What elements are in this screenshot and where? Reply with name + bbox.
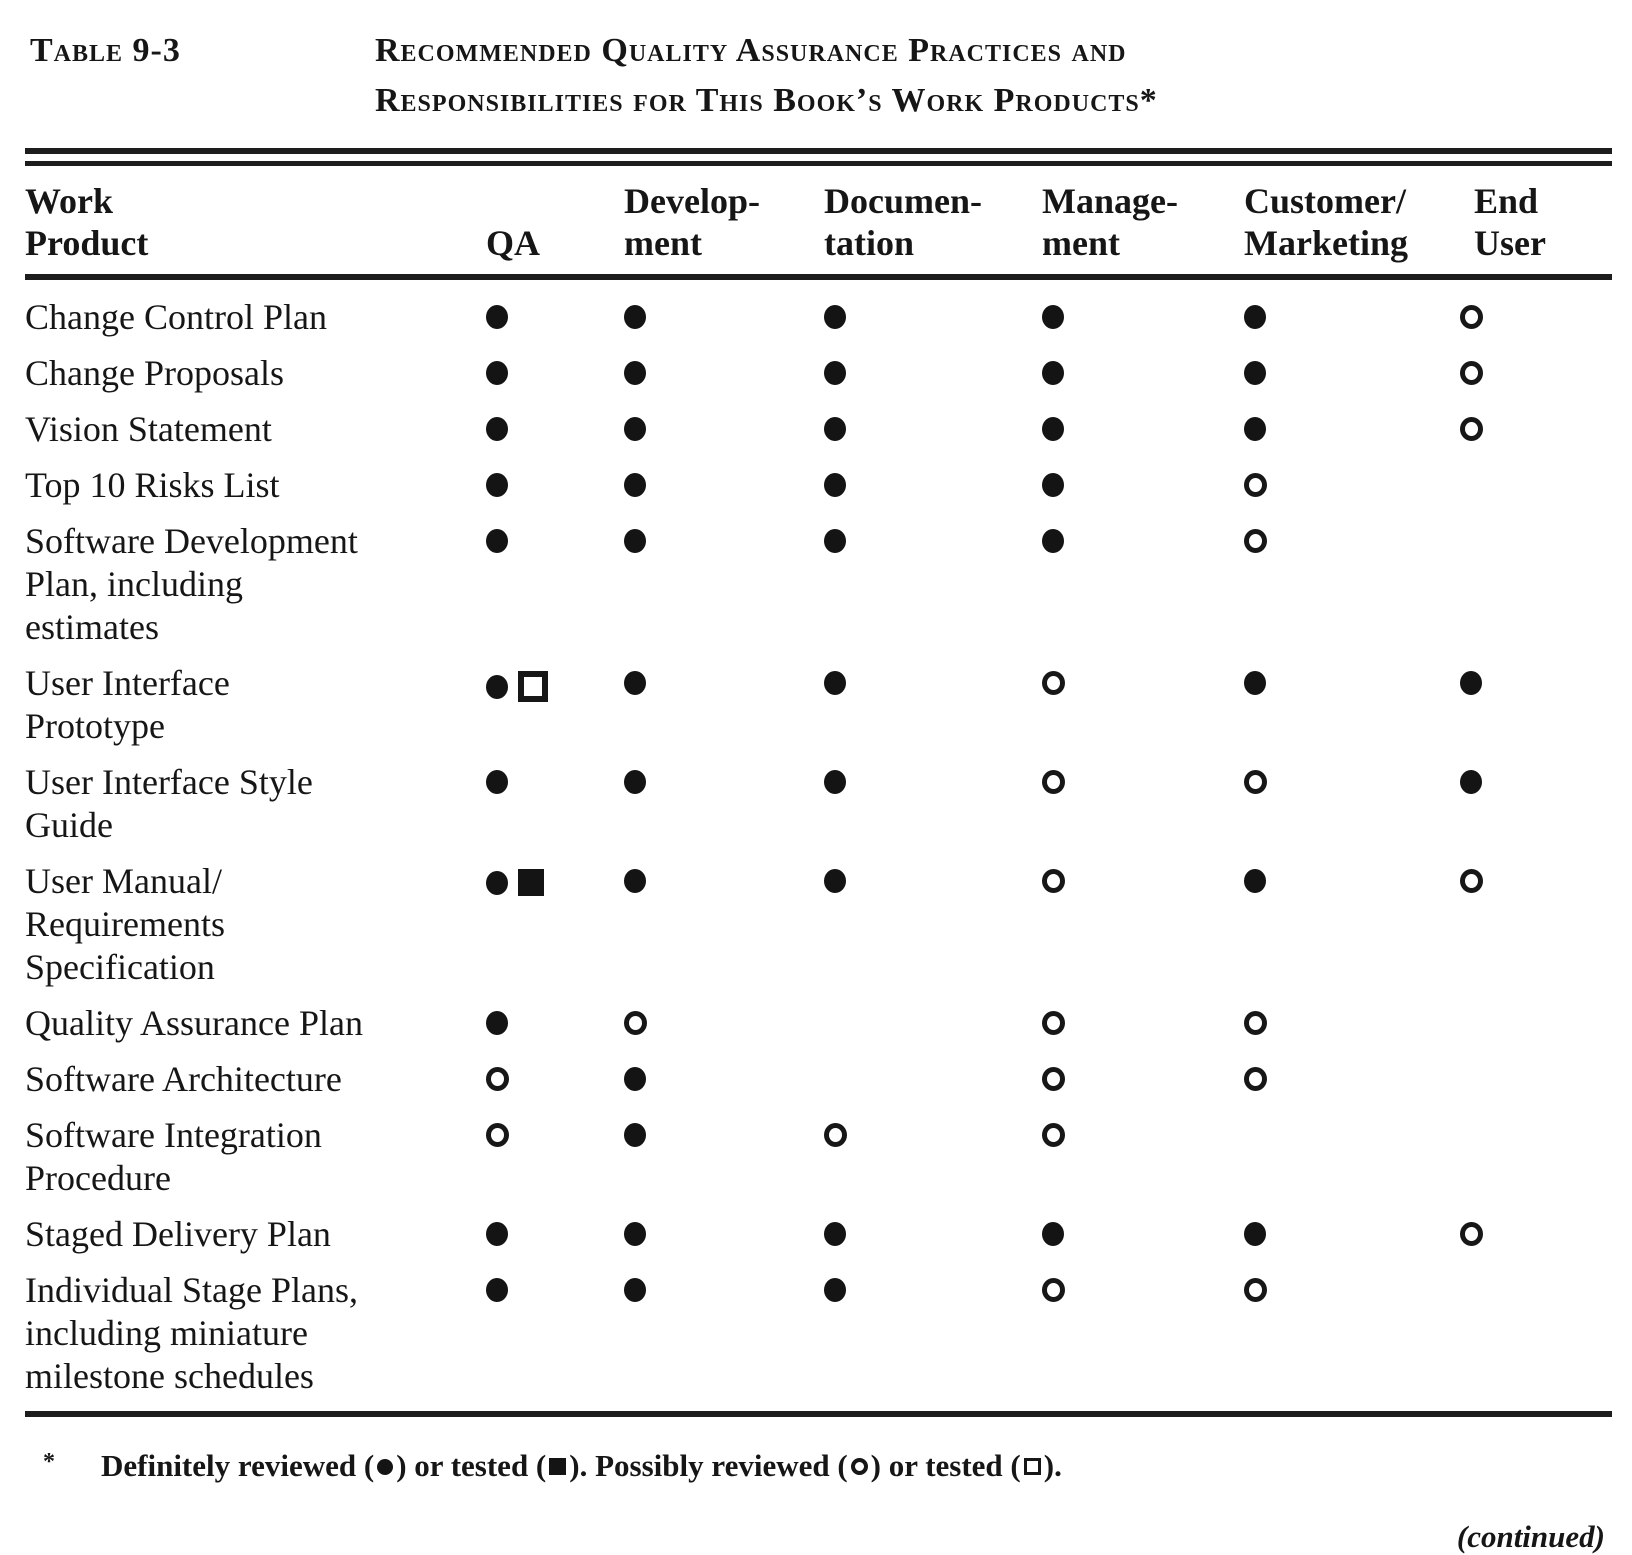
table-title-line2: Responsibilities for This Book’s Work Products* bbox=[375, 82, 1158, 119]
work-product-name: Software Development Plan, including estimates bbox=[25, 521, 358, 647]
filled-circle-icon bbox=[486, 770, 508, 794]
open-circle-icon bbox=[1042, 1011, 1065, 1035]
cell-documentation bbox=[818, 1114, 1040, 1200]
filled-circle-icon bbox=[1244, 361, 1266, 385]
column-header-management: Manage- ment bbox=[1042, 181, 1178, 263]
filled-circle-icon bbox=[1244, 417, 1266, 441]
cell-end_user bbox=[1460, 1058, 1617, 1101]
open-circle-icon bbox=[1460, 1222, 1483, 1246]
open-circle-icon bbox=[1042, 770, 1065, 794]
filled-circle-icon bbox=[624, 361, 646, 385]
open-circle-icon bbox=[1460, 305, 1483, 329]
filled-circle-icon bbox=[824, 1222, 846, 1246]
filled-circle-icon bbox=[624, 1278, 646, 1302]
open-circle-icon bbox=[1244, 770, 1267, 794]
cell-customer_marketing bbox=[1242, 860, 1460, 989]
work-product-name: Software Integration Procedure bbox=[25, 1115, 322, 1198]
cell-documentation bbox=[818, 1269, 1040, 1398]
work-product-name: Vision Statement bbox=[25, 409, 272, 449]
cell-management bbox=[1040, 1114, 1242, 1200]
cell-development bbox=[618, 662, 818, 748]
continued-note: (continued) bbox=[1456, 1519, 1605, 1554]
cell-end_user bbox=[1460, 1213, 1617, 1256]
filled-circle-icon bbox=[624, 529, 646, 553]
cell-qa bbox=[462, 1213, 618, 1256]
cell-documentation bbox=[818, 662, 1040, 748]
footnote-asterisk: * bbox=[43, 1449, 55, 1475]
cell-customer_marketing bbox=[1242, 1269, 1460, 1398]
filled-circle-icon bbox=[624, 473, 646, 497]
work-product-name: User Interface Style Guide bbox=[25, 762, 313, 845]
table-footnote bbox=[25, 1445, 1617, 1487]
cell-customer_marketing bbox=[1242, 1114, 1460, 1200]
cell-customer_marketing bbox=[1242, 408, 1460, 451]
cell-customer_marketing bbox=[1242, 662, 1460, 748]
filled-circle-icon bbox=[824, 473, 846, 497]
cell-development bbox=[618, 1058, 818, 1101]
filled-circle-icon bbox=[377, 1459, 393, 1475]
table-row bbox=[25, 352, 1617, 395]
open-circle-icon bbox=[1244, 1278, 1267, 1302]
cell-management bbox=[1040, 761, 1242, 847]
filled-circle-icon bbox=[486, 675, 508, 699]
filled-circle-icon bbox=[1244, 305, 1266, 329]
filled-circle-icon bbox=[486, 361, 508, 385]
table-title-line1: Recommended Quality Assurance Practices and bbox=[375, 32, 1127, 69]
cell-documentation bbox=[818, 520, 1040, 649]
cell-management bbox=[1040, 662, 1242, 748]
table-number-label: Table 9-3 bbox=[30, 32, 181, 69]
cell-customer_marketing bbox=[1242, 1002, 1460, 1045]
open-circle-icon bbox=[1244, 473, 1267, 497]
open-circle-icon bbox=[486, 1067, 509, 1091]
footnote-text: Definitely reviewed ( ) or tested ( ). Possibly reviewed ( ) or tested ( ). bbox=[101, 1448, 1062, 1483]
cell-development bbox=[618, 761, 818, 847]
cell-end_user bbox=[1460, 1269, 1617, 1398]
table-bottom-rule bbox=[25, 1411, 1612, 1417]
filled-circle-icon bbox=[1460, 770, 1482, 794]
cell-end_user bbox=[1460, 662, 1617, 748]
work-product-name: User Manual/ Requirements Specification bbox=[25, 861, 225, 987]
cell-development bbox=[618, 860, 818, 989]
column-header-qa: QA bbox=[486, 223, 540, 263]
work-product-name: Individual Stage Plans, including miniature milestone schedules bbox=[25, 1270, 358, 1396]
table-row bbox=[25, 860, 1617, 989]
cell-development bbox=[618, 1002, 818, 1045]
column-header-customer_marketing: Customer/ Marketing bbox=[1244, 181, 1408, 263]
filled-circle-icon bbox=[624, 1123, 646, 1147]
cell-management bbox=[1040, 1058, 1242, 1101]
cell-end_user bbox=[1460, 1114, 1617, 1200]
table-row bbox=[25, 1058, 1617, 1101]
cell-customer_marketing bbox=[1242, 1213, 1460, 1256]
table-row bbox=[25, 464, 1617, 507]
cell-development bbox=[618, 408, 818, 451]
cell-documentation bbox=[818, 352, 1040, 395]
cell-development bbox=[618, 464, 818, 507]
cell-qa bbox=[462, 761, 618, 847]
cell-qa bbox=[462, 662, 618, 748]
filled-circle-icon bbox=[624, 869, 646, 893]
filled-circle-icon bbox=[824, 770, 846, 794]
cell-end_user bbox=[1460, 761, 1617, 847]
cell-end_user bbox=[1460, 1002, 1617, 1045]
table-header-row bbox=[25, 166, 1617, 274]
cell-end_user bbox=[1460, 520, 1617, 649]
open-circle-icon bbox=[1460, 417, 1483, 441]
cell-customer_marketing bbox=[1242, 761, 1460, 847]
cell-development bbox=[618, 1213, 818, 1256]
cell-qa bbox=[462, 464, 618, 507]
open-circle-icon bbox=[1042, 671, 1065, 695]
cell-documentation bbox=[818, 1058, 1040, 1101]
filled-circle-icon bbox=[824, 361, 846, 385]
cell-documentation bbox=[818, 408, 1040, 451]
cell-management bbox=[1040, 352, 1242, 395]
filled-circle-icon bbox=[824, 305, 846, 329]
cell-customer_marketing bbox=[1242, 464, 1460, 507]
work-product-name: Change Proposals bbox=[25, 353, 284, 393]
cell-development bbox=[618, 1269, 818, 1398]
table-row bbox=[25, 408, 1617, 451]
filled-circle-icon bbox=[1042, 473, 1064, 497]
cell-documentation bbox=[818, 1002, 1040, 1045]
cell-documentation bbox=[818, 860, 1040, 989]
cell-qa bbox=[462, 352, 618, 395]
filled-circle-icon bbox=[486, 473, 508, 497]
filled-circle-icon bbox=[824, 529, 846, 553]
cell-management bbox=[1040, 520, 1242, 649]
open-square-icon bbox=[1024, 1458, 1041, 1475]
open-circle-icon bbox=[1042, 1278, 1065, 1302]
cell-qa bbox=[462, 520, 618, 649]
cell-end_user bbox=[1460, 408, 1617, 451]
cell-qa bbox=[462, 1002, 618, 1045]
cell-documentation bbox=[818, 761, 1040, 847]
open-circle-icon bbox=[1042, 1123, 1065, 1147]
cell-qa bbox=[462, 1269, 618, 1398]
open-circle-icon bbox=[1460, 869, 1483, 893]
work-product-name: Quality Assurance Plan bbox=[25, 1003, 363, 1043]
cell-qa bbox=[462, 1058, 618, 1101]
cell-customer_marketing bbox=[1242, 352, 1460, 395]
filled-circle-icon bbox=[1042, 1222, 1064, 1246]
cell-end_user bbox=[1460, 860, 1617, 989]
cell-management bbox=[1040, 1213, 1242, 1256]
cell-management bbox=[1040, 296, 1242, 339]
column-header-development: Develop- ment bbox=[624, 181, 760, 263]
work-product-name: Software Architecture bbox=[25, 1059, 342, 1099]
open-square-icon bbox=[518, 671, 548, 702]
table-row bbox=[25, 1002, 1617, 1045]
cell-end_user bbox=[1460, 464, 1617, 507]
column-header-work_product: Work Product bbox=[25, 181, 149, 263]
open-circle-icon bbox=[1244, 529, 1267, 553]
filled-circle-icon bbox=[1244, 671, 1266, 695]
table-row bbox=[25, 1213, 1617, 1256]
cell-qa bbox=[462, 408, 618, 451]
filled-circle-icon bbox=[1244, 1222, 1266, 1246]
filled-circle-icon bbox=[486, 871, 508, 895]
open-circle-icon bbox=[1042, 1067, 1065, 1091]
table-row bbox=[25, 520, 1617, 649]
filled-circle-icon bbox=[824, 1278, 846, 1302]
filled-circle-icon bbox=[1244, 869, 1266, 893]
filled-circle-icon bbox=[1460, 671, 1482, 695]
table-body bbox=[25, 280, 1617, 1398]
filled-circle-icon bbox=[1042, 361, 1064, 385]
filled-circle-icon bbox=[1042, 305, 1064, 329]
cell-customer_marketing bbox=[1242, 1058, 1460, 1101]
filled-circle-icon bbox=[624, 671, 646, 695]
filled-circle-icon bbox=[486, 529, 508, 553]
table-row bbox=[25, 1269, 1617, 1398]
filled-circle-icon bbox=[486, 1278, 508, 1302]
cell-development bbox=[618, 520, 818, 649]
open-circle-icon bbox=[624, 1011, 647, 1035]
work-product-name: Staged Delivery Plan bbox=[25, 1214, 331, 1254]
table-title bbox=[375, 26, 1158, 126]
open-circle-icon bbox=[1460, 361, 1483, 385]
filled-circle-icon bbox=[624, 770, 646, 794]
cell-documentation bbox=[818, 464, 1040, 507]
column-header-documentation: Documen- tation bbox=[824, 181, 982, 263]
filled-circle-icon bbox=[624, 417, 646, 441]
filled-circle-icon bbox=[824, 869, 846, 893]
cell-documentation bbox=[818, 1213, 1040, 1256]
work-product-name: Top 10 Risks List bbox=[25, 465, 280, 505]
open-circle-icon bbox=[1244, 1067, 1267, 1091]
filled-circle-icon bbox=[486, 305, 508, 329]
filled-circle-icon bbox=[1042, 417, 1064, 441]
open-circle-icon bbox=[486, 1123, 509, 1147]
filled-square-icon bbox=[518, 869, 544, 896]
cell-management bbox=[1040, 860, 1242, 989]
filled-circle-icon bbox=[624, 1067, 646, 1091]
table-row bbox=[25, 296, 1617, 339]
cell-customer_marketing bbox=[1242, 520, 1460, 649]
filled-circle-icon bbox=[824, 671, 846, 695]
cell-management bbox=[1040, 464, 1242, 507]
filled-circle-icon bbox=[486, 1011, 508, 1035]
cell-management bbox=[1040, 1002, 1242, 1045]
table-caption bbox=[25, 26, 1617, 126]
cell-development bbox=[618, 296, 818, 339]
cell-documentation bbox=[818, 296, 1040, 339]
table-row bbox=[25, 662, 1617, 748]
table-row bbox=[25, 1114, 1617, 1200]
cell-end_user bbox=[1460, 352, 1617, 395]
cell-management bbox=[1040, 408, 1242, 451]
open-circle-icon bbox=[1244, 1011, 1267, 1035]
filled-circle-icon bbox=[486, 1222, 508, 1246]
cell-qa bbox=[462, 296, 618, 339]
open-circle-icon bbox=[1042, 869, 1065, 893]
filled-circle-icon bbox=[824, 417, 846, 441]
open-circle-icon bbox=[851, 1458, 868, 1475]
work-product-name: Change Control Plan bbox=[25, 297, 327, 337]
cell-end_user bbox=[1460, 296, 1617, 339]
cell-qa bbox=[462, 860, 618, 989]
filled-circle-icon bbox=[624, 305, 646, 329]
cell-management bbox=[1040, 1269, 1242, 1398]
table-top-rule bbox=[25, 148, 1612, 166]
table-row bbox=[25, 761, 1617, 847]
open-circle-icon bbox=[824, 1123, 847, 1147]
column-header-end_user: End User bbox=[1474, 181, 1546, 263]
filled-circle-icon bbox=[1042, 529, 1064, 553]
filled-circle-icon bbox=[624, 1222, 646, 1246]
cell-qa bbox=[462, 1114, 618, 1200]
cell-development bbox=[618, 352, 818, 395]
filled-square-icon bbox=[549, 1458, 566, 1475]
cell-customer_marketing bbox=[1242, 296, 1460, 339]
work-product-name: User Interface Prototype bbox=[25, 663, 230, 746]
cell-development bbox=[618, 1114, 818, 1200]
filled-circle-icon bbox=[486, 417, 508, 441]
